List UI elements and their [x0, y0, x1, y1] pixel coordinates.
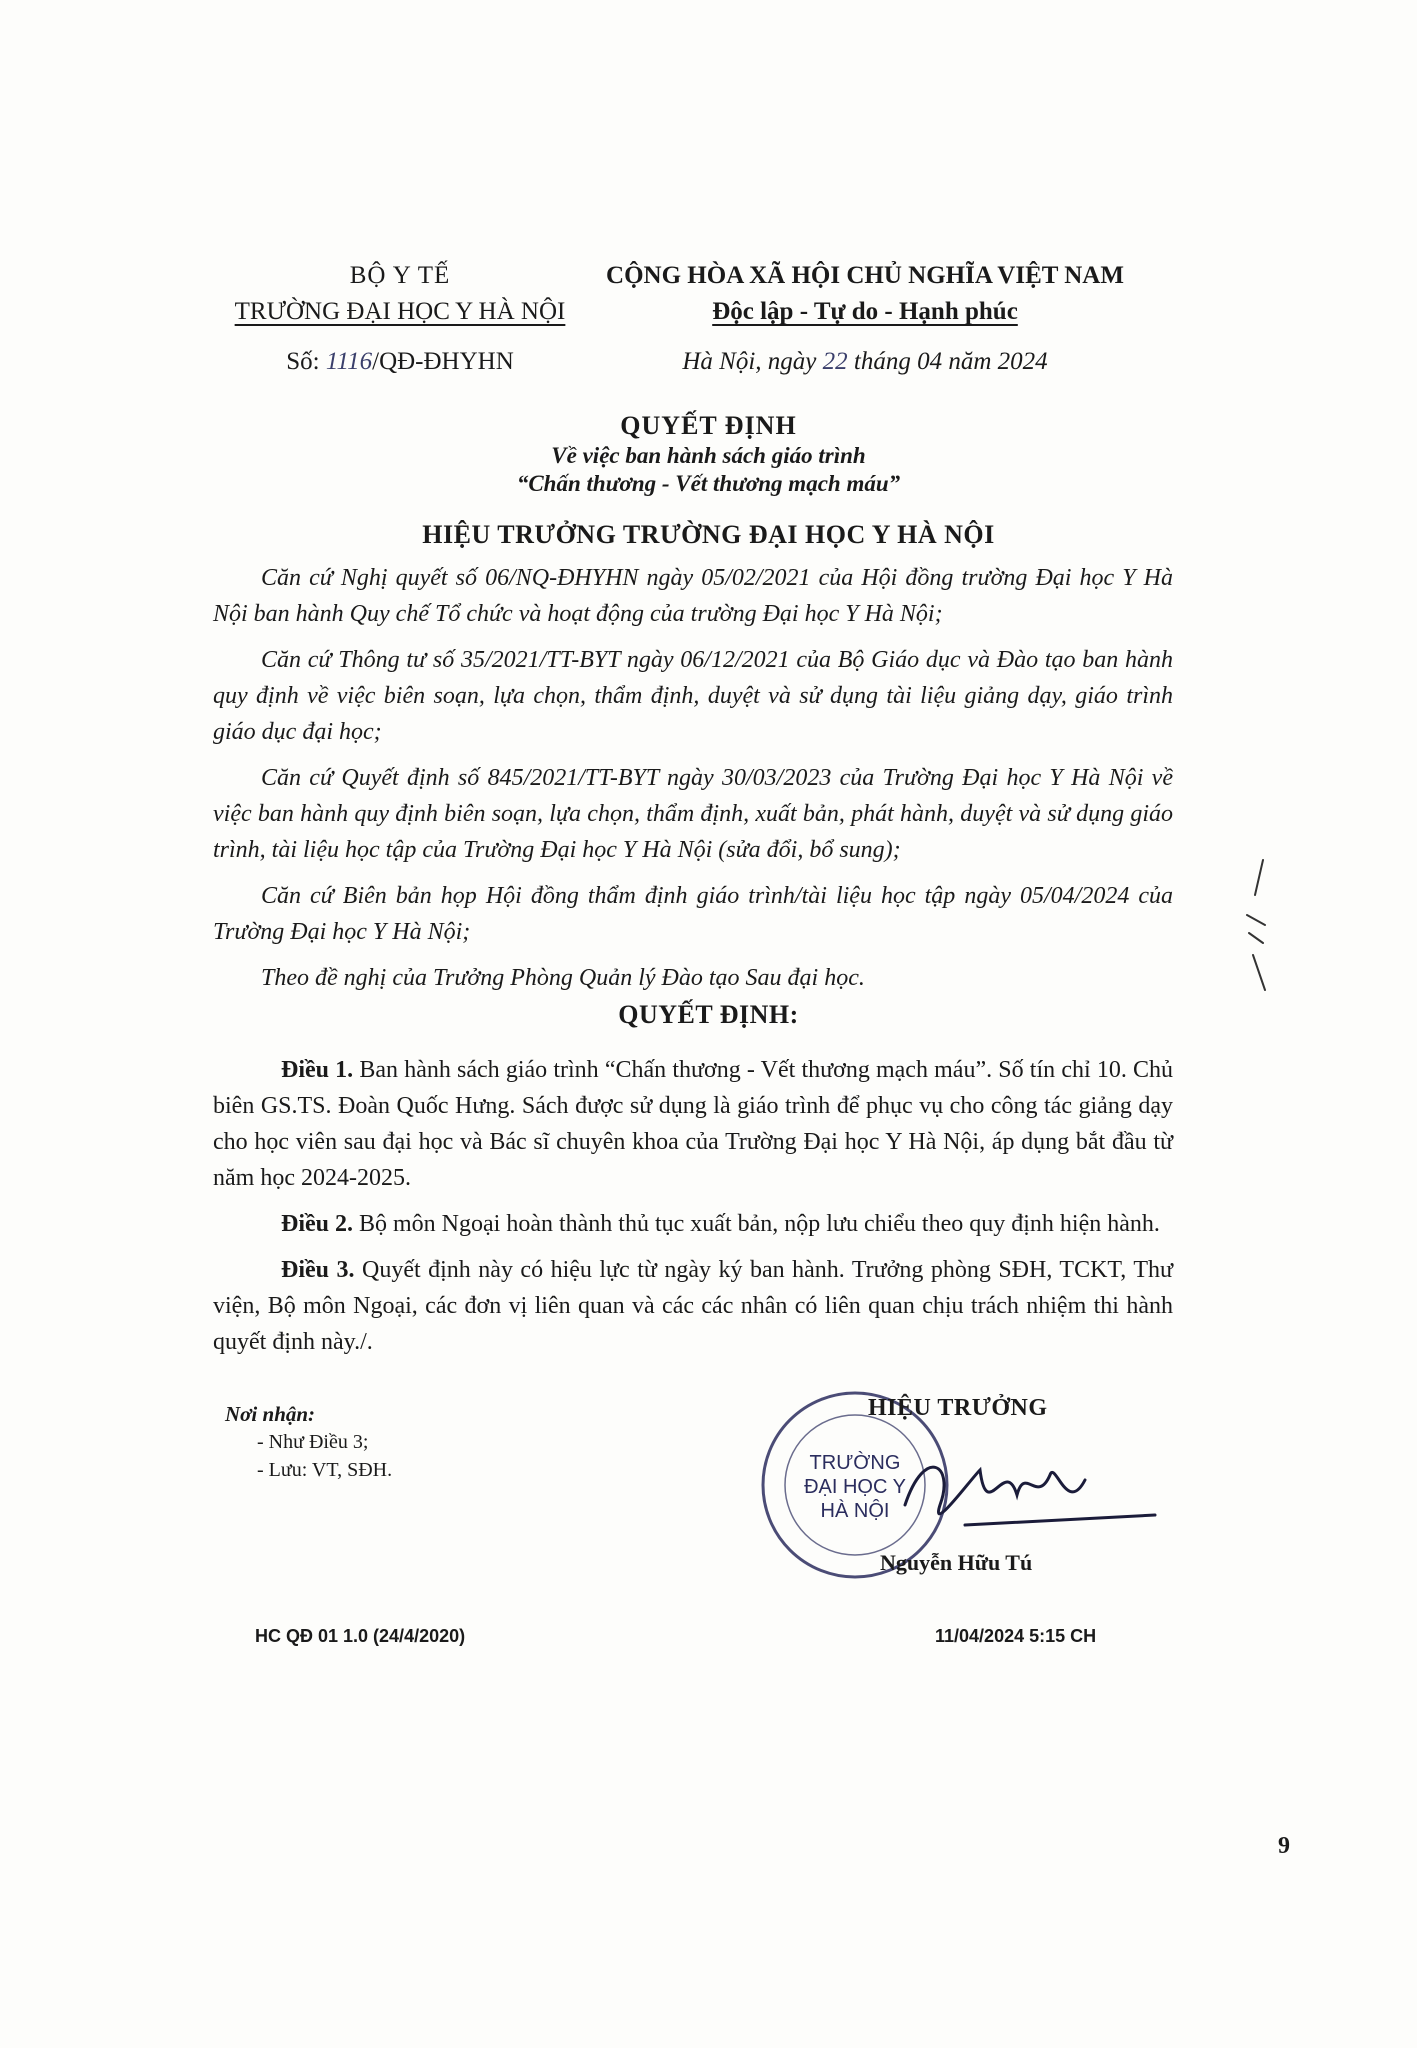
article — [213, 1206, 1173, 1242]
signer-title: HIỆU TRƯỞNG — [868, 1395, 1048, 1421]
form-code: HC QĐ 01 1.0 (24/4/2020) — [255, 1626, 466, 1646]
document-number — [180, 344, 620, 380]
number-suffix: /QĐ-ĐHYHN — [372, 348, 514, 375]
article-label: Điều 2. — [281, 1211, 353, 1237]
legal-basis: Căn cứ Thông tư số 35/2021/TT-BYT ngày 06/12/2021 của Bộ Giáo dục và Đào tạo ban hành quy định về việc biên soạn, lựa chọn, thẩm định, duyệt và sử dụng tài liệu giảng dạy, giáo trình giáo dục đại học; — [213, 647, 1173, 745]
print-timestamp: 11/04/2024 5:15 CH — [935, 1626, 1097, 1646]
stamp-line: HÀ NỘI — [820, 1500, 890, 1522]
legal-basis: Căn cứ Nghị quyết số 06/NQ-ĐHYHN ngày 05/02/2021 của Hội đồng trường Đại học Y Hà Nội ban hành Quy chế Tổ chức và hoạt động của trường Đại học Y Hà Nội; — [213, 565, 1173, 627]
article-text: Bộ môn Ngoại hoàn thành thủ tục xuất bản, nộp lưu chiểu theo quy định hiện hành. — [353, 1211, 1160, 1237]
stamp-line: TRƯỜNG — [809, 1452, 901, 1474]
article — [213, 1252, 1173, 1360]
nation-name: CỘNG HÒA XÃ HỘI CHỦ NGHĨA VIỆT NAM — [606, 262, 1124, 289]
page-number: 9 — [1278, 1833, 1290, 1859]
header-left — [180, 258, 620, 380]
recipients-label: Nơi nhận: — [225, 1402, 316, 1426]
article-text: Ban hành sách giáo trình “Chấn thương - Vết thương mạch máu”. Số tín chỉ 10. Chủ biên GS.TS. Đoàn Quốc Hưng. Sách được sử dụng là giáo trình để phục vụ cho công tác giảng dạy cho học viên sau đại học và Bác sĩ chuyên khoa của Trường Đại học Y Hà Nội, áp dụng bắt đầu từ năm học 2024-2025. — [213, 1057, 1174, 1191]
initials-mark — [1235, 855, 1275, 995]
article-text: Quyết định này có hiệu lực từ ngày ký ban hành. Trưởng phòng SĐH, TCKT, Thư viện, Bộ môn Ngoại, các đơn vị liên quan và các các nhân có liên quan chịu trách nhiệm thi hành quyết định này./. — [213, 1257, 1174, 1355]
recipients — [225, 1400, 392, 1484]
issuer-heading: HIỆU TRƯỞNG TRƯỜNG ĐẠI HỌC Y HÀ NỘI — [422, 520, 995, 549]
stamp-line: ĐẠI HỌC Y — [804, 1476, 906, 1498]
recipient-item: - Lưu: VT, SĐH. — [257, 1459, 393, 1481]
legal-basis: Căn cứ Biên bản họp Hội đồng thẩm định giáo trình/tài liệu học tập ngày 05/04/2024 của Trường Đại học Y Hà Nội; — [213, 883, 1173, 945]
recipient-item: - Như Điều 3; — [257, 1431, 369, 1453]
title-heading: QUYẾT ĐỊNH — [620, 411, 797, 440]
decision-heading: QUYẾT ĐỊNH: — [618, 1000, 799, 1029]
date-handwritten: 22 — [822, 348, 848, 375]
document-title — [200, 410, 1217, 498]
articles — [213, 1052, 1173, 1370]
date-prefix: Hà Nội, ngày — [682, 348, 823, 375]
title-line-1: Về việc ban hành sách giáo trình — [551, 443, 866, 468]
ministry-name: BỘ Y TẾ — [349, 262, 451, 289]
number-handwritten: 1116 — [325, 348, 373, 375]
issue-date — [600, 344, 1130, 380]
article-label: Điều 1. — [281, 1057, 354, 1083]
school-name: TRƯỜNG ĐẠI HỌC Y HÀ NỘI — [234, 298, 566, 325]
legal-bases — [213, 560, 1173, 1006]
legal-basis: Theo đề nghị của Trưởng Phòng Quản lý Đào tạo Sau đại học. — [261, 965, 865, 991]
number-prefix: Số: — [286, 348, 326, 375]
title-line-2: “Chấn thương - Vết thương mạch máu” — [516, 471, 901, 496]
date-suffix: tháng 04 năm 2024 — [847, 348, 1048, 375]
legal-basis: Căn cứ Quyết định số 845/2021/TT-BYT ngày 30/03/2023 của Trường Đại học Y Hà Nội về việc ban hành quy định biên soạn, lựa chọn, thẩm định, xuất bản, phát hành, duyệt và sử dụng giáo trình, tài liệu học tập của Trường Đại học Y Hà Nội (sửa đổi, bổ sung); — [213, 765, 1173, 863]
article — [213, 1052, 1173, 1196]
header-right — [600, 258, 1130, 380]
article-label: Điều 3. — [281, 1257, 355, 1283]
signer-name: Nguyễn Hữu Tú — [880, 1550, 1033, 1575]
national-motto: Độc lập - Tự do - Hạnh phúc — [712, 298, 1018, 325]
